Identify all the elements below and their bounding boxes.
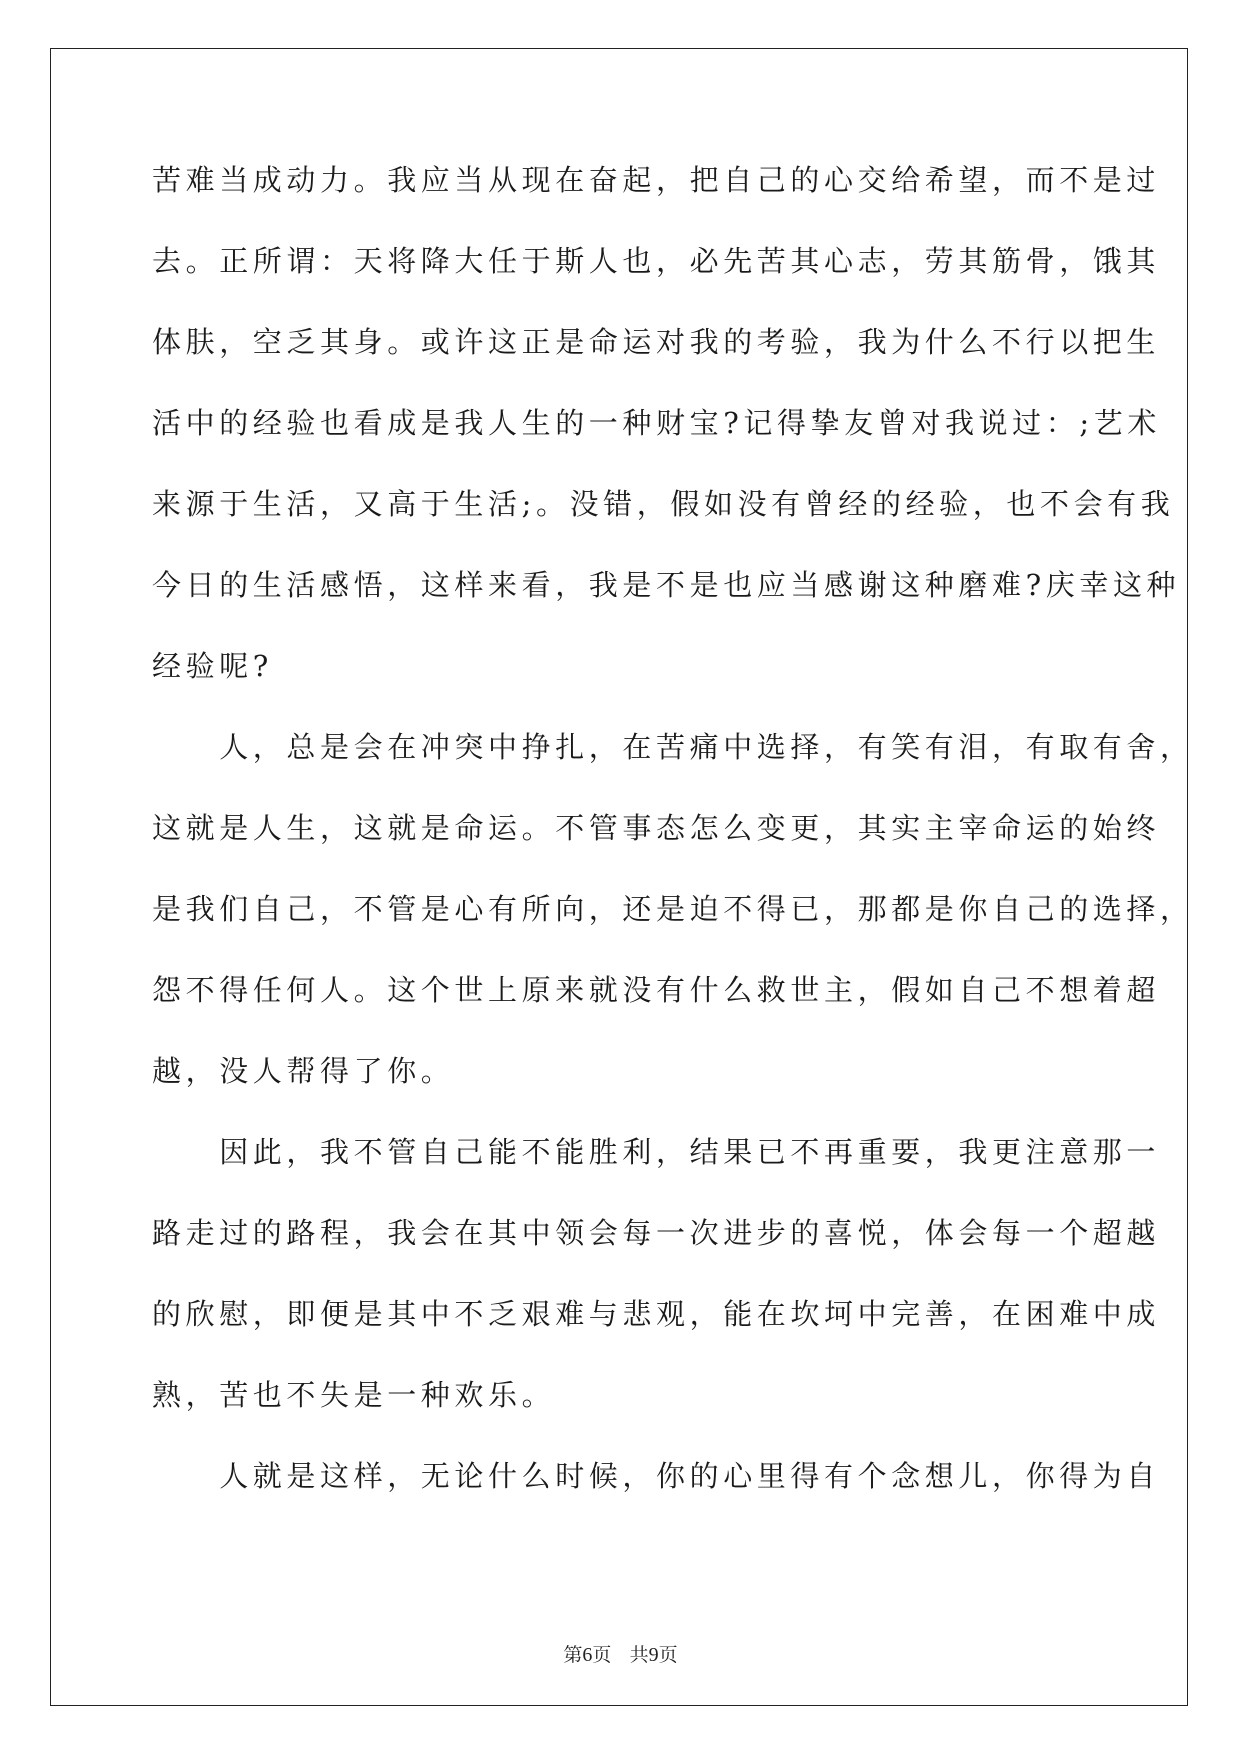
document-body xyxy=(152,160,1194,1537)
text-line: 来源于生活，又高于生活;。没错，假如没有曾经的经验，也不会有我 xyxy=(152,487,1175,521)
text-line: 的欣慰，即便是其中不乏艰难与悲观，能在坎坷中完善，在困难中成 xyxy=(152,1297,1161,1331)
text-line: 怨不得任何人。这个世上原来就没有什么救世主，假如自己不想着超 xyxy=(152,973,1161,1007)
text-line: 路走过的路程，我会在其中领会每一次进步的喜悦，体会每一个超越 xyxy=(152,1216,1161,1250)
text-line: 越，没人帮得了你。 xyxy=(152,1054,455,1088)
paragraph-start-line: 人，总是会在冲突中挣扎，在苦痛中选择，有笑有泪，有取有舍， xyxy=(152,730,1194,764)
total-suffix: 页 xyxy=(658,1644,678,1666)
page-suffix: 页 xyxy=(592,1644,612,1666)
page-current: 6 xyxy=(582,1644,593,1666)
text-line: 是我们自己，不管是心有所向，还是迫不得已，那都是你自己的选择， xyxy=(152,892,1194,926)
text-line: 这就是人生，这就是命运。不管事态怎么变更，其实主宰命运的始终 xyxy=(152,811,1161,845)
text-line: 经验呢? xyxy=(152,649,273,683)
total-prefix: 共 xyxy=(629,1644,649,1666)
text-line: 苦难当成动力。我应当从现在奋起，把自己的心交给希望，而不是过 xyxy=(152,163,1161,197)
page-total: 9 xyxy=(648,1644,659,1666)
text-line: 今日的生活感悟，这样来看，我是不是也应当感谢这种磨难?庆幸这种 xyxy=(152,568,1181,602)
text-line: 熟，苦也不失是一种欢乐。 xyxy=(152,1378,556,1412)
paragraph-start-line: 人就是这样，无论什么时候，你的心里得有个念想儿，你得为自 xyxy=(152,1459,1161,1493)
text-line: 活中的经验也看成是我人生的一种财宝?记得挚友曾对我说过：;艺术 xyxy=(152,406,1161,440)
page-footer xyxy=(0,1640,1241,1667)
paragraph-start-line: 因此，我不管自己能不能胜利，结果已不再重要，我更注意那一 xyxy=(152,1135,1161,1169)
text-line: 体肤，空乏其身。或许这正是命运对我的考验，我为什么不行以把生 xyxy=(152,325,1161,359)
page-prefix: 第 xyxy=(563,1644,583,1666)
text-line: 去。正所谓：天将降大任于斯人也，必先苦其心志，劳其筋骨，饿其 xyxy=(152,244,1161,278)
